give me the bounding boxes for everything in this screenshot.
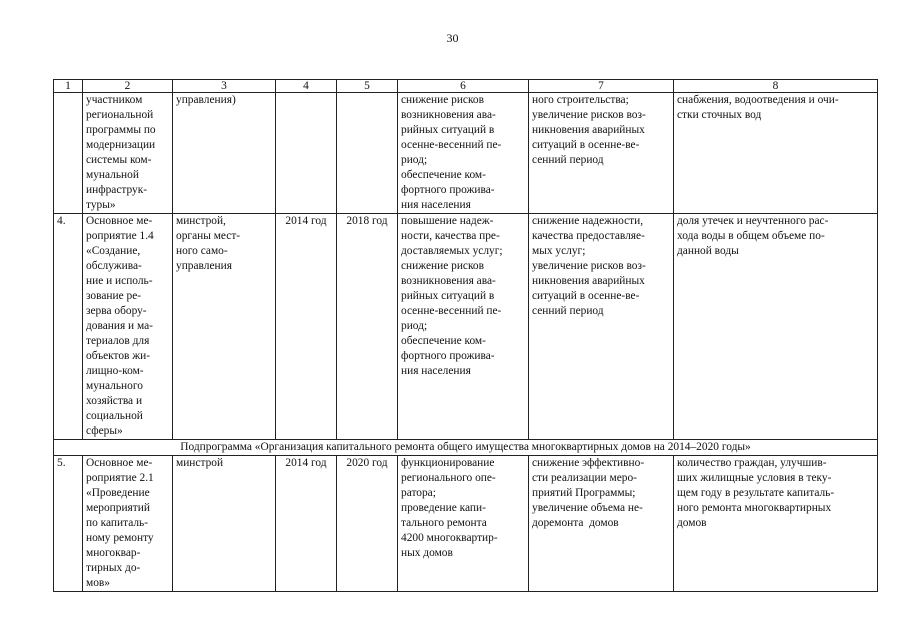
consequences-cell: снижение эффективно- сти реализации меро- приятий Программы; увеличение объема не- доремонта домов (529, 456, 674, 592)
end-year-cell (337, 93, 398, 214)
column-number: 2 (83, 80, 173, 93)
program-measures-table (53, 79, 878, 592)
table-row-4 (54, 214, 878, 440)
end-year-cell: 2018 год (337, 214, 398, 440)
column-number: 3 (173, 80, 276, 93)
executor-cell: минстрой, органы мест- ного само- управления (173, 214, 276, 440)
expected-result-cell: снижение рисков возникновения ава- рийных ситуаций в осенне-весенний пе- риод; обеспечение ком- фортного прожива- ния населения (398, 93, 529, 214)
consequences-cell: снижение надежности, качества предоставляе- мых услуг; увеличение рисков воз- никновения аварийных ситуаций в осенне-ве- сенний период (529, 214, 674, 440)
column-number: 5 (337, 80, 398, 93)
indicators-cell: доля утечек и неучтенного рас- хода воды в общем объеме по- данной воды (674, 214, 878, 440)
executor-cell: управления) (173, 93, 276, 214)
table-row-5 (54, 456, 878, 592)
column-number: 1 (54, 80, 83, 93)
measure-name-cell: Основное ме- роприятие 1.4 «Создание, обслужива- ние и исполь- зование ре- зерва обору- дования и ма- териалов для объектов жи- лищно-ком- мунального хозяйства и социальной сферы» (83, 214, 173, 440)
end-year-cell: 2020 год (337, 456, 398, 592)
consequences-cell: ного строительства; увеличение рисков воз- никновения аварийных ситуаций в осенне-ве- сенний период (529, 93, 674, 214)
page-number: 30 (446, 31, 459, 45)
column-number: 6 (398, 80, 529, 93)
indicators-cell: количество граждан, улучшив- ших жилищные условия в теку- щем году в результате капиталь- ного ремонта многоквартирных домов (674, 456, 878, 592)
measure-name-cell: участником региональной программы по модернизации системы ком- мунальной инфраструк- туры» (83, 93, 173, 214)
start-year-cell: 2014 год (276, 214, 337, 440)
table-row-continued (54, 93, 878, 214)
subprogram-row (54, 440, 878, 456)
start-year-cell: 2014 год (276, 456, 337, 592)
expected-result-cell: функционирование регионального опе- ратора; проведение капи- тального ремонта 4200 многоквартир- ных домов (398, 456, 529, 592)
expected-result-cell: повышение надеж- ности, качества пре- доставляемых услуг; снижение рисков возникновения ава- рийных ситуаций в осенне-весенний пе- риод; обеспечение ком- фортного прожива- ния населения (398, 214, 529, 440)
column-number: 7 (529, 80, 674, 93)
subprogram-title: Подпрограмма «Организация капитального ремонта общего имущества многоквартирных домов на 2014–2020 годы» (54, 440, 878, 456)
start-year-cell (276, 93, 337, 214)
column-number: 4 (276, 80, 337, 93)
row-number-cell (54, 93, 83, 214)
row-number-cell: 5. (54, 456, 83, 592)
column-number-row (54, 80, 878, 93)
executor-cell: минстрой (173, 456, 276, 592)
column-number: 8 (674, 80, 878, 93)
row-number-cell: 4. (54, 214, 83, 440)
measure-name-cell: Основное ме- роприятие 2.1 «Проведение мероприятий по капиталь- ному ремонту многоквар- тирных до- мов» (83, 456, 173, 592)
indicators-cell: снабжения, водоотведения и очи- стки сточных вод (674, 93, 878, 214)
